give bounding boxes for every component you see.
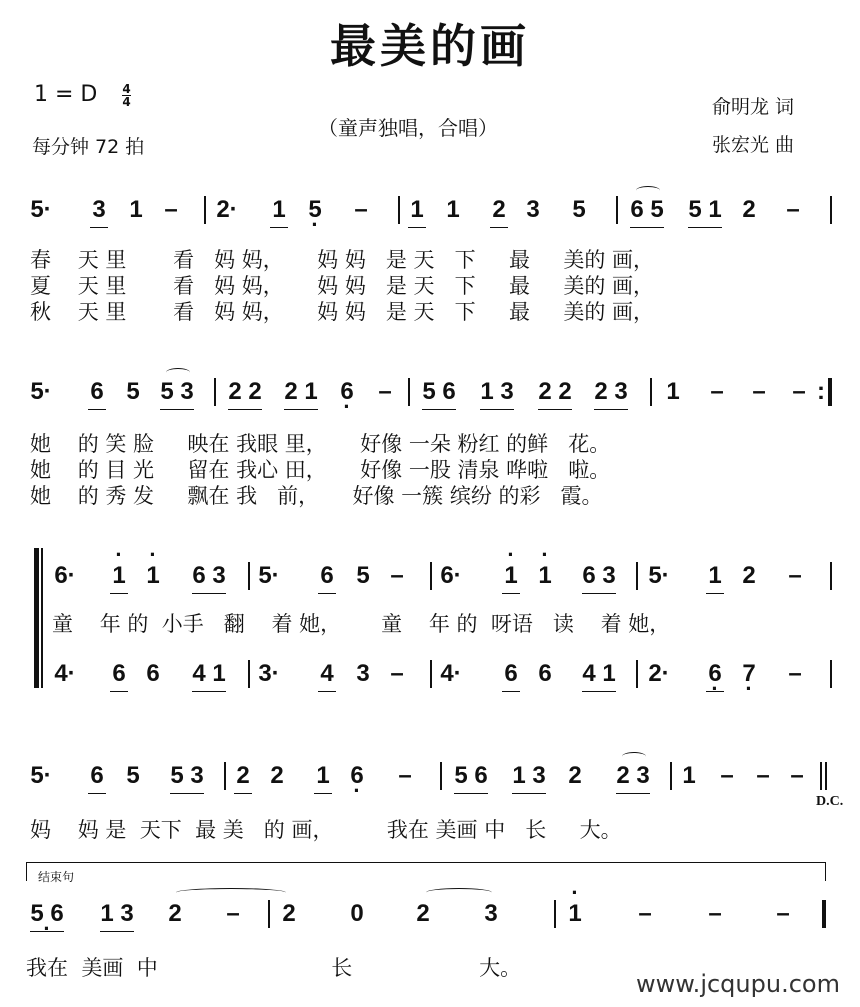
ending-bracket	[26, 862, 826, 881]
barline	[248, 562, 250, 590]
slur	[622, 752, 646, 761]
double-barline	[820, 762, 822, 790]
lyrics-verse-3: 她 的 秀 发 飘在 我 前， 好像 一簇 缤纷 的彩 霞。	[30, 484, 603, 508]
barline	[650, 378, 652, 406]
subtitle: （童声独唱，合唱）	[318, 116, 498, 140]
barline	[430, 660, 432, 688]
watermark: www.jcqupu.com	[636, 970, 840, 998]
barline	[636, 660, 638, 688]
barline	[204, 196, 206, 224]
system-2-notes: 5· 6 5 5 3 2 2 2 1 · 6 – 5 6 1 3 2 2 2 3 1 – – – :	[0, 378, 860, 412]
composer: 张宏光 曲	[712, 134, 795, 156]
slur	[636, 186, 660, 195]
barline	[636, 562, 638, 590]
repeat-end-barline	[828, 378, 832, 406]
barline	[670, 762, 672, 790]
ending-notes: · 5 6 1 3 2 – 2 0 2 3 · 1 – – –	[0, 900, 860, 934]
slur	[426, 888, 492, 897]
barline	[430, 562, 432, 590]
lyrics-chorus: 童 年 的 小手 翻 着 她， 童 年 的 呀语 读 着 她，	[52, 612, 671, 636]
time-signature: $\frac{4}{4}$	[122, 81, 131, 109]
da-capo-marking: D.C.	[816, 794, 844, 809]
tie	[176, 888, 286, 897]
barline	[224, 762, 226, 790]
barline	[248, 660, 250, 688]
song-title: 最美的画	[330, 19, 530, 73]
slur	[166, 368, 190, 377]
lyrics-verse-2: 夏 天 里 看 妈 妈， 妈 妈 是 天 下 最 美的 画，	[30, 274, 655, 298]
key-signature	[34, 82, 131, 108]
lyrics-verse-2: 她 的 目 光 留在 我心 田， 好像 一股 清泉 哗啦 啦。	[30, 458, 611, 482]
lyrics-refrain: 妈 妈 是 天下 最 美 的 画， 我在 美画 中 长 大。	[30, 818, 622, 842]
system-3-upper-notes: 6· · 1 · 1 6 3 5· 6 5 – 6· · 1 · 1 6 3 5· 1 2 –	[0, 562, 860, 596]
ending-label: 结束句	[38, 870, 75, 884]
barline	[830, 196, 832, 224]
barline	[554, 900, 556, 928]
lyrics-verse-1: 她 的 笑 脸 映在 我眼 里， 好像 一朵 粉红 的鲜 花。	[30, 432, 611, 456]
lyrics-ending: 我在 美画 中 长 大。	[26, 956, 522, 980]
lyrics-verse-1: 春 天 里 看 妈 妈， 妈 妈 是 天 下 最 美的 画，	[30, 248, 655, 272]
tempo-marking: 每分钟 72 拍	[32, 136, 145, 158]
lyrics-verse-3: 秋 天 里 看 妈 妈， 妈 妈 是 天 下 最 美的 画，	[30, 300, 655, 324]
barline	[440, 762, 442, 790]
lyricist: 俞明龙 词	[712, 96, 795, 118]
barline	[616, 196, 618, 224]
barline	[408, 378, 410, 406]
barline	[830, 562, 832, 590]
barline	[830, 660, 832, 688]
system-4-notes: 5· 6 5 5 3 2 2 1 · 6 – 5 6 1 3 2 2 3 1 – – –	[0, 762, 860, 796]
barline	[268, 900, 270, 928]
final-barline	[822, 900, 826, 928]
system-3-lower-notes: 4· 6 6 4 1 3· 4 3 – 4· 6 6 4 1 2· · 6 · 7 –	[0, 660, 860, 694]
barline	[398, 196, 400, 224]
system-1-notes: 5· 3 1 – 2· 1 · 5 – 1 1 2 3 5 6 5 5 1 2 –	[0, 196, 860, 230]
key-text: 1 = D	[34, 82, 98, 107]
barline	[214, 378, 216, 406]
